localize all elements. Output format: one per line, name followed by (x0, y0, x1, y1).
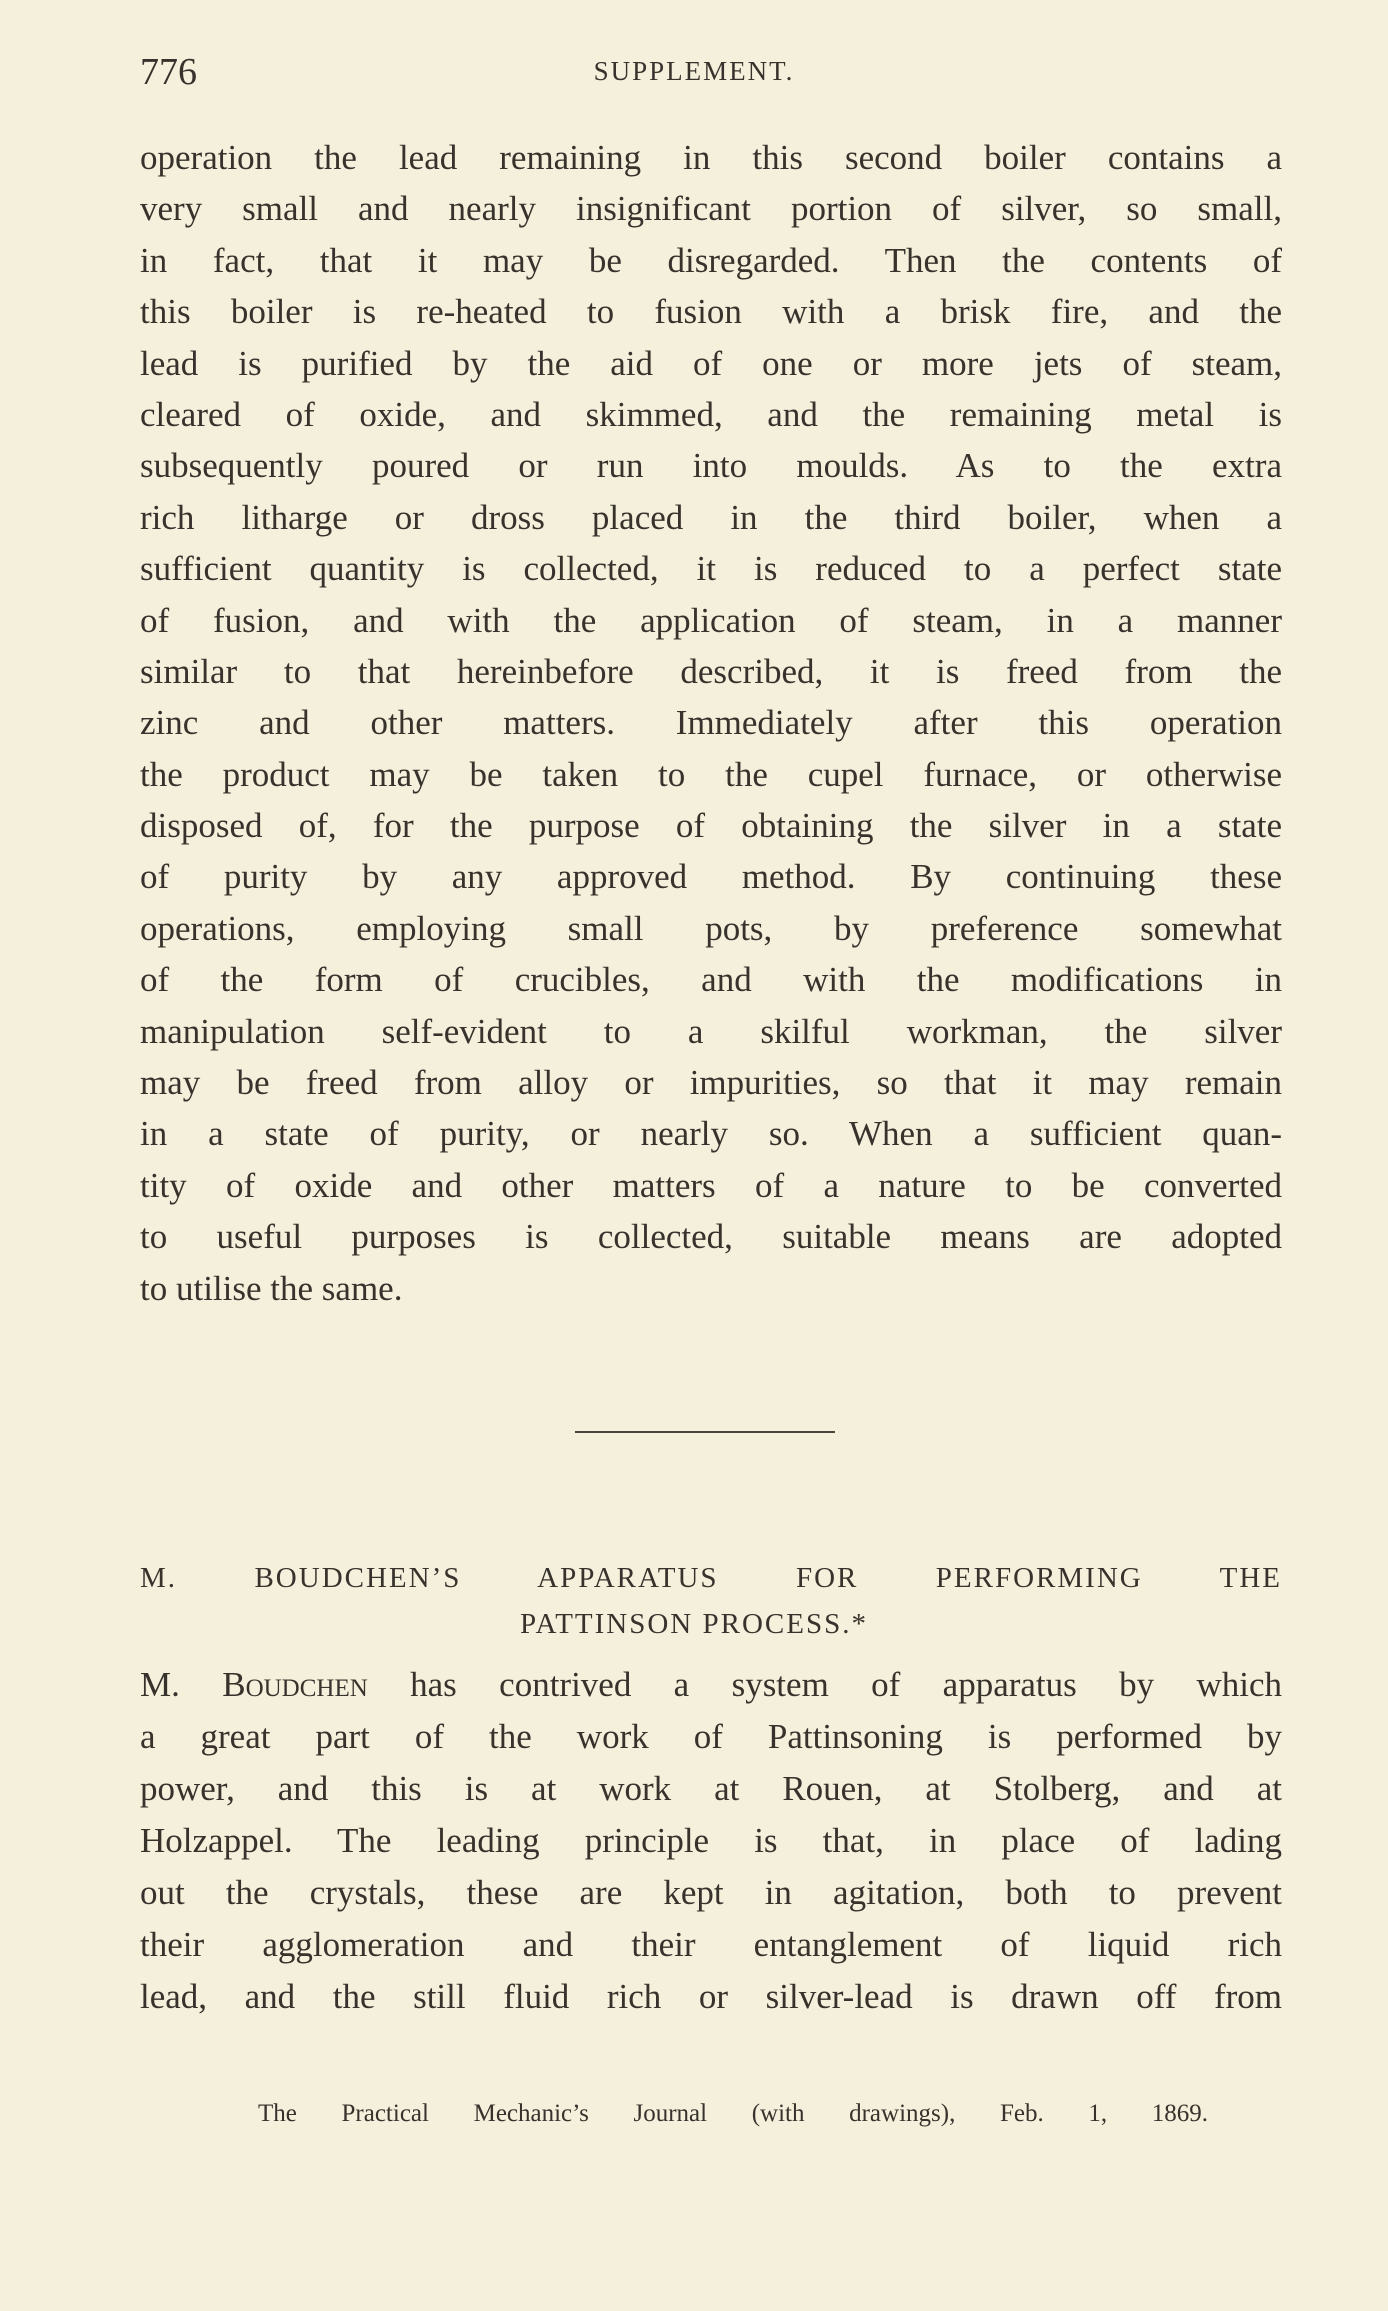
footnote: The Practical Mechanic’s Journal (with drawings), Feb. 1, 1869. (258, 2100, 1208, 2127)
running-title: SUPPLEMENT. (593, 56, 795, 86)
text-line: the product may be taken to the cupel furnace, or otherwise (140, 754, 1282, 794)
text-line: manipulation self-evident to a skilful workman, the silver (140, 1011, 1282, 1051)
text-line: in fact, that it may be disregarded. Then the contents of (140, 240, 1282, 280)
text-line: operation the lead remaining in this second boiler contains a (140, 138, 1282, 177)
text-line: a great part of the work of Pattinsoning is performed by (140, 1717, 1282, 1756)
paragraph-1 (140, 132, 1282, 1314)
text-line: of fusion, and with the application of steam, in a manner (140, 600, 1282, 640)
text-line: power, and this is at work at Rouen, at Stolberg, and at (140, 1769, 1282, 1808)
text-line: to useful purposes is collected, suitable means are adopted (140, 1217, 1282, 1257)
text-line: very small and nearly insignificant portion of silver, so small, (140, 189, 1282, 229)
section-heading-line-1: M. BOUDCHEN’S APPARATUS FOR PERFORMING THE (140, 1562, 1282, 1594)
text-line: Holzappel. The leading principle is that, in place of lading (140, 1821, 1282, 1860)
text-line: subsequently poured or run into moulds. As to the extra (140, 446, 1282, 486)
text-line: of the form of crucibles, and with the modifications in (140, 960, 1282, 1000)
text-line: lead, and the still fluid rich or silver-lead is drawn off from (140, 1977, 1282, 2016)
page-number: 776 (140, 51, 197, 93)
text-line: to utilise the same. (140, 1268, 403, 1308)
text-line: disposed of, for the purpose of obtaining the silver in a state (140, 806, 1282, 846)
text-line-rest: has contrived a system of apparatus by which (367, 1665, 1282, 1704)
author-name: M. Boudchen (140, 1665, 368, 1704)
section-heading-line-2: PATTINSON PROCESS.* (520, 1608, 868, 1640)
text-line: their agglomeration and their entanglement of liquid rich (140, 1925, 1282, 1964)
text-line: may be freed from alloy or impurities, so that it may remain (140, 1063, 1282, 1103)
text-line: out the crystals, these are kept in agitation, both to prevent (140, 1873, 1282, 1912)
text-line: similar to that hereinbefore described, it is freed from the (140, 651, 1282, 691)
section-divider (575, 1431, 835, 1433)
text-line: tity of oxide and other matters of a nature to be converted (140, 1165, 1282, 1205)
text-line: lead is purified by the aid of one or more jets of steam, (140, 343, 1282, 383)
text-line: sufficient quantity is collected, it is reduced to a perfect state (140, 549, 1282, 589)
text-line: in a state of purity, or nearly so. When a sufficient quan- (140, 1114, 1282, 1154)
text-line: rich litharge or dross placed in the third boiler, when a (140, 497, 1282, 537)
text-line: of purity by any approved method. By continuing these (140, 857, 1282, 897)
text-line: cleared of oxide, and skimmed, and the remaining metal is (140, 394, 1282, 434)
text-line: this boiler is re-heated to fusion with a brisk fire, and the (140, 292, 1282, 332)
text-line (140, 1659, 1282, 1711)
text-line: operations, employing small pots, by preference somewhat (140, 908, 1282, 948)
paragraph-2 (140, 1659, 1282, 2023)
text-line: zinc and other matters. Immediately after this operation (140, 703, 1282, 743)
